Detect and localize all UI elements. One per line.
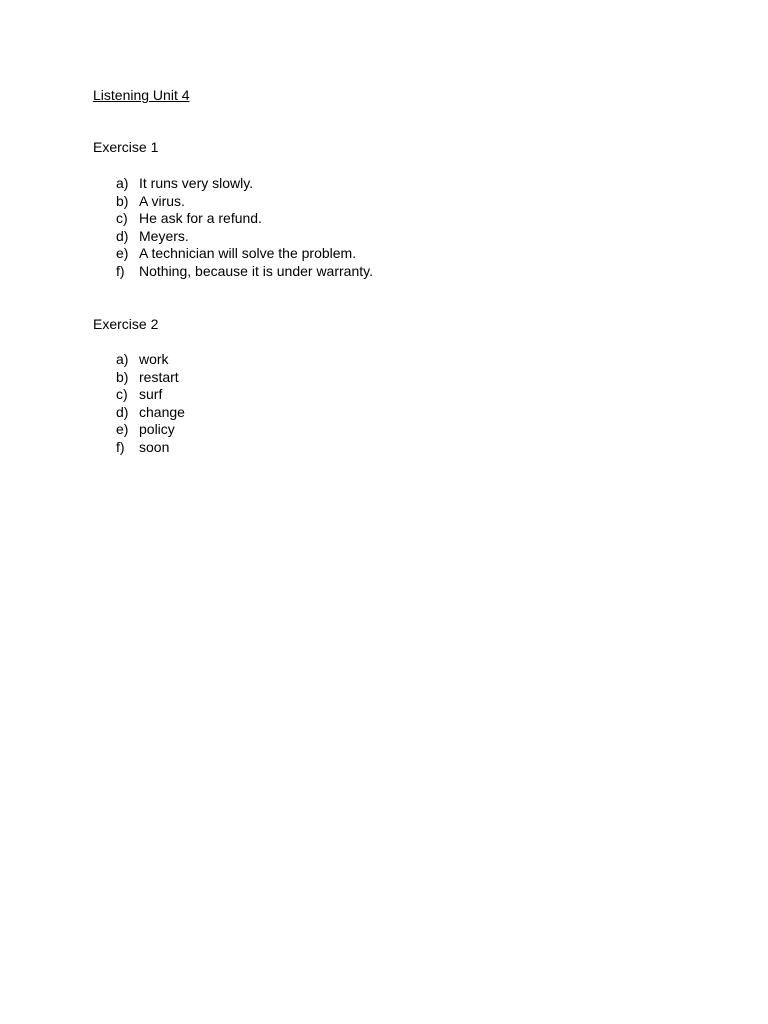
answer-marker: d) (116, 403, 129, 420)
answer-marker: c) (116, 386, 128, 403)
exercise-2-answer-c (116, 386, 185, 404)
answer-marker: d) (116, 227, 129, 244)
answer-marker: c) (116, 210, 128, 227)
answer-marker: e) (116, 421, 129, 438)
exercise-2-answer-list (116, 351, 185, 457)
answer-text: It runs very slowly. (139, 175, 254, 191)
exercise-1-answer-c (116, 210, 373, 228)
answer-text: He ask for a refund. (139, 210, 262, 227)
answer-text: A virus. (139, 192, 185, 209)
exercise-1-heading: Exercise 1 (93, 139, 159, 155)
answer-text: policy (139, 421, 175, 438)
answer-marker: b) (116, 192, 129, 209)
answer-marker: b) (116, 368, 129, 385)
exercise-1-answer-e (116, 245, 373, 263)
answer-text: A technician will solve the problem. (139, 245, 357, 262)
answer-text: surf (139, 386, 163, 403)
answer-text: soon (139, 438, 170, 455)
exercise-2-answer-a (116, 351, 185, 369)
exercise-2-answer-e (116, 421, 185, 439)
answer-text: change (139, 403, 185, 420)
answer-text: work (139, 351, 169, 367)
document-title: Listening Unit 4 (93, 87, 190, 103)
exercise-1-answer-d (116, 228, 373, 246)
exercise-1-answer-a (116, 175, 373, 193)
answer-marker: e) (116, 245, 129, 262)
answer-marker: a) (116, 175, 129, 191)
exercise-1-answer-list (116, 175, 373, 281)
answer-marker: f) (116, 438, 125, 455)
exercise-2-answer-f (116, 439, 185, 457)
exercise-2-heading: Exercise 2 (93, 316, 159, 332)
answer-text: Nothing, because it is under warranty. (139, 262, 373, 279)
exercise-2-answer-b (116, 369, 185, 387)
answer-text: restart (139, 368, 179, 385)
answer-marker: f) (116, 262, 125, 279)
exercise-1-answer-b (116, 193, 373, 211)
exercise-2-answer-d (116, 404, 185, 422)
answer-marker: a) (116, 351, 129, 367)
answer-text: Meyers. (139, 227, 189, 244)
exercise-1-answer-f (116, 263, 373, 281)
